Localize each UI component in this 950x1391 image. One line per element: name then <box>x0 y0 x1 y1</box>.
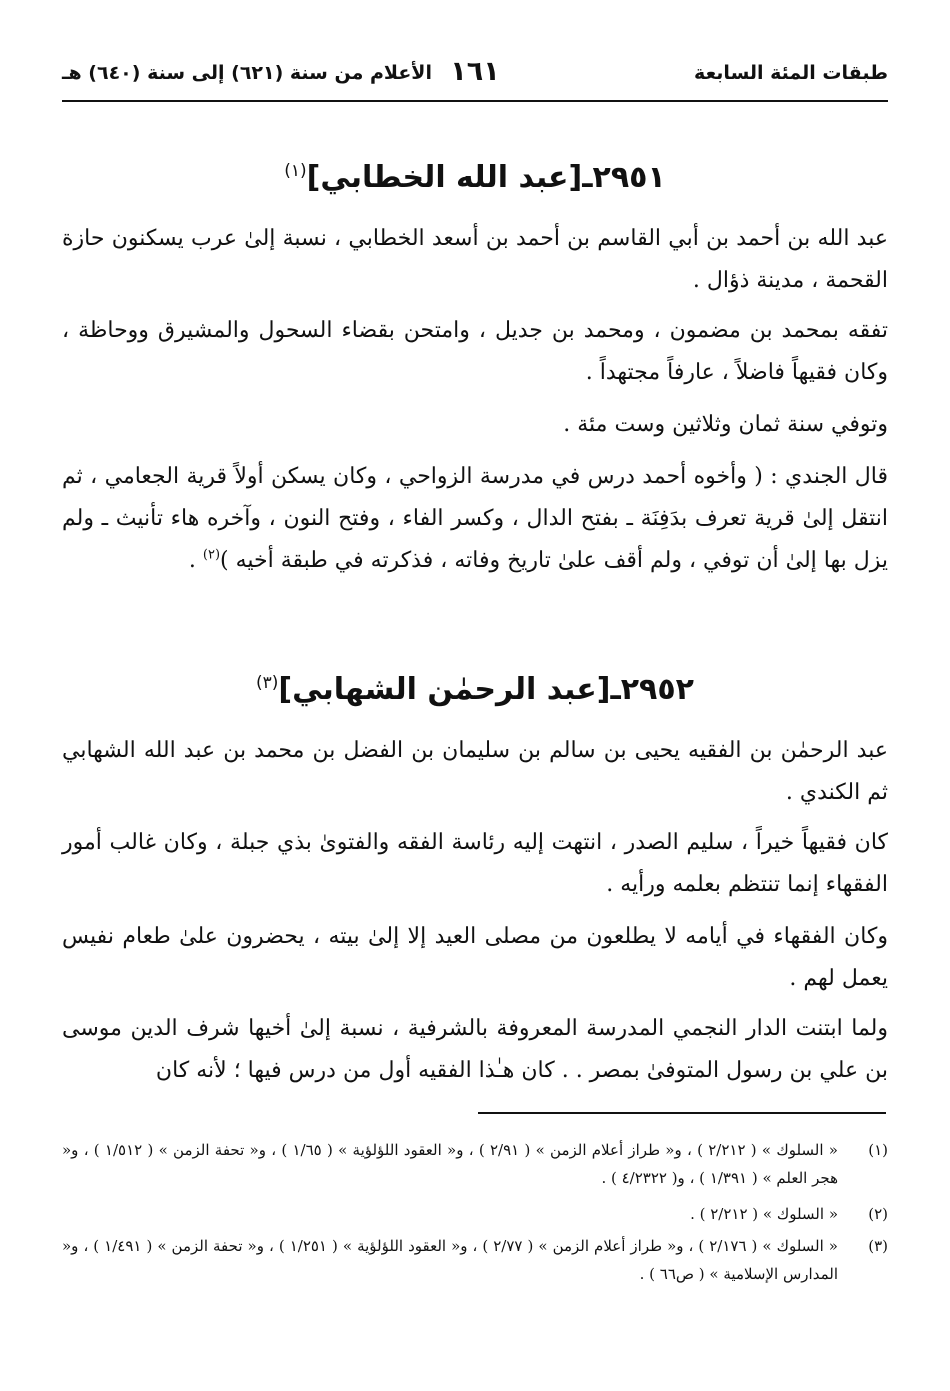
quote-text: قال الجندي : ( وأخوه أحمد درس في مدرسة الزواحي ، وكان يسكن أولاً قرية الجعامي ، ثم انتقل إلىٰ قرية تعرف بدَفِنَة ـ بفتح الدال ، وكسر الفاء ، وفتح النون ، وآخره هاء تأنيث ـ ولم يزل بها إلىٰ أن توفي ، ولم أقف علىٰ تاريخ وفاته ، فذكرته في طبقة أخيه ) <box>62 464 888 573</box>
paragraph: عبد الرحمٰن بن الفقيه يحيى بن سالم بن سليمان بن الفضل بن محمد بن عبد الله الشهابي ثم الكندي . <box>62 738 888 805</box>
footnote-number: (٣) <box>868 1237 888 1255</box>
footnote-ref: (١) <box>284 161 307 181</box>
header-divider <box>62 100 888 102</box>
quote-paragraph <box>62 456 888 582</box>
entry-heading <box>62 672 888 707</box>
paragraph: ولما ابتنت الدار النجمي المدرسة المعروفة بالشرفية ، نسبة إلىٰ أخيها شرف الدين موسى بن علي بن رسول المتوفىٰ بمصر . . كان هـٰذا الفقيه أول من درس فيها ؛ لأنه كان <box>62 1016 888 1083</box>
quote-end: . <box>188 548 203 573</box>
footnote-ref: (٢) <box>202 547 221 563</box>
paragraph: عبد الله بن أحمد بن أبي القاسم بن أحمد بن أسعد الخطابي ، نسبة إلىٰ عرب يسكنون حازة القحمة ، مدينة ذؤال . <box>62 226 888 293</box>
paragraph: وكان الفقهاء في أيامه لا يطلعون من مصلى العيد إلا إلىٰ بيته ، يحضرون علىٰ طعام نفيس يعمل لهم . <box>62 924 888 991</box>
footnote-ref: (٣) <box>255 673 279 693</box>
entry-heading-text: ٢٩٥١ـ[عبد الله الخطابي] <box>306 160 666 195</box>
entry-heading <box>62 160 888 195</box>
footnote-text: « السلوك » ( ٢/١٧٦ ) ، و« طراز أعلام الزمن » ( ٢/٧٧ ) ، و« العقود اللؤلؤية » ( ١/٢٥١ ) ، و« تحفة الزمن » ( ١/٤٩١ ) ، و« المدارس الإسلامية » ( ص٦٦ ) . <box>62 1237 838 1283</box>
footnote <box>62 1232 888 1288</box>
page-number: ١٦١ <box>450 56 500 87</box>
section-range: الأعلام من سنة (٦٢١) إلى سنة (٦٤٠) هـ <box>62 62 432 84</box>
footnote <box>62 1136 888 1192</box>
running-title: طبقات المئة السابعة <box>694 62 888 84</box>
paragraph: وتوفي سنة ثمان وثلاثين وست مئة . <box>563 412 888 437</box>
paragraph: تفقه بمحمد بن مضمون ، ومحمد بن جديل ، وامتحن بقضاء السحول والمشيرق ووحاظة ، وكان فقيهاً فاضلاً ، عارفاً مجتهداً . <box>62 318 888 385</box>
page-header <box>62 52 888 94</box>
footnote-text: « السلوك » ( ٢/٢١٢ ) . <box>690 1205 838 1223</box>
footnote-divider <box>478 1112 886 1114</box>
paragraph: كان فقيهاً خيراً ، سليم الصدر ، انتهت إليه رئاسة الفقه والفتوىٰ بذي جبلة ، وكان غالب أمور الفقهاء إنما تنتظم بعلمه ورأيه . <box>62 830 888 897</box>
footnote-number: (١) <box>868 1141 888 1159</box>
footnote-number: (٢) <box>868 1205 888 1223</box>
entry-heading-text: ٢٩٥٢ـ[عبد الرحمٰن الشهابي] <box>278 672 694 707</box>
footnote-text: « السلوك » ( ٢/٢١٢ ) ، و« طراز أعلام الزمن » ( ٢/٩١ ) ، و« العقود اللؤلؤية » ( ١/٦٥ ) ، و« تحفة الزمن » ( ١/٥١٢ ) ، و« هجر العلم » ( ١/٣٩١ ) ، و( ٤/٢٣٢٢ ) . <box>62 1141 838 1187</box>
footnote <box>62 1200 888 1228</box>
